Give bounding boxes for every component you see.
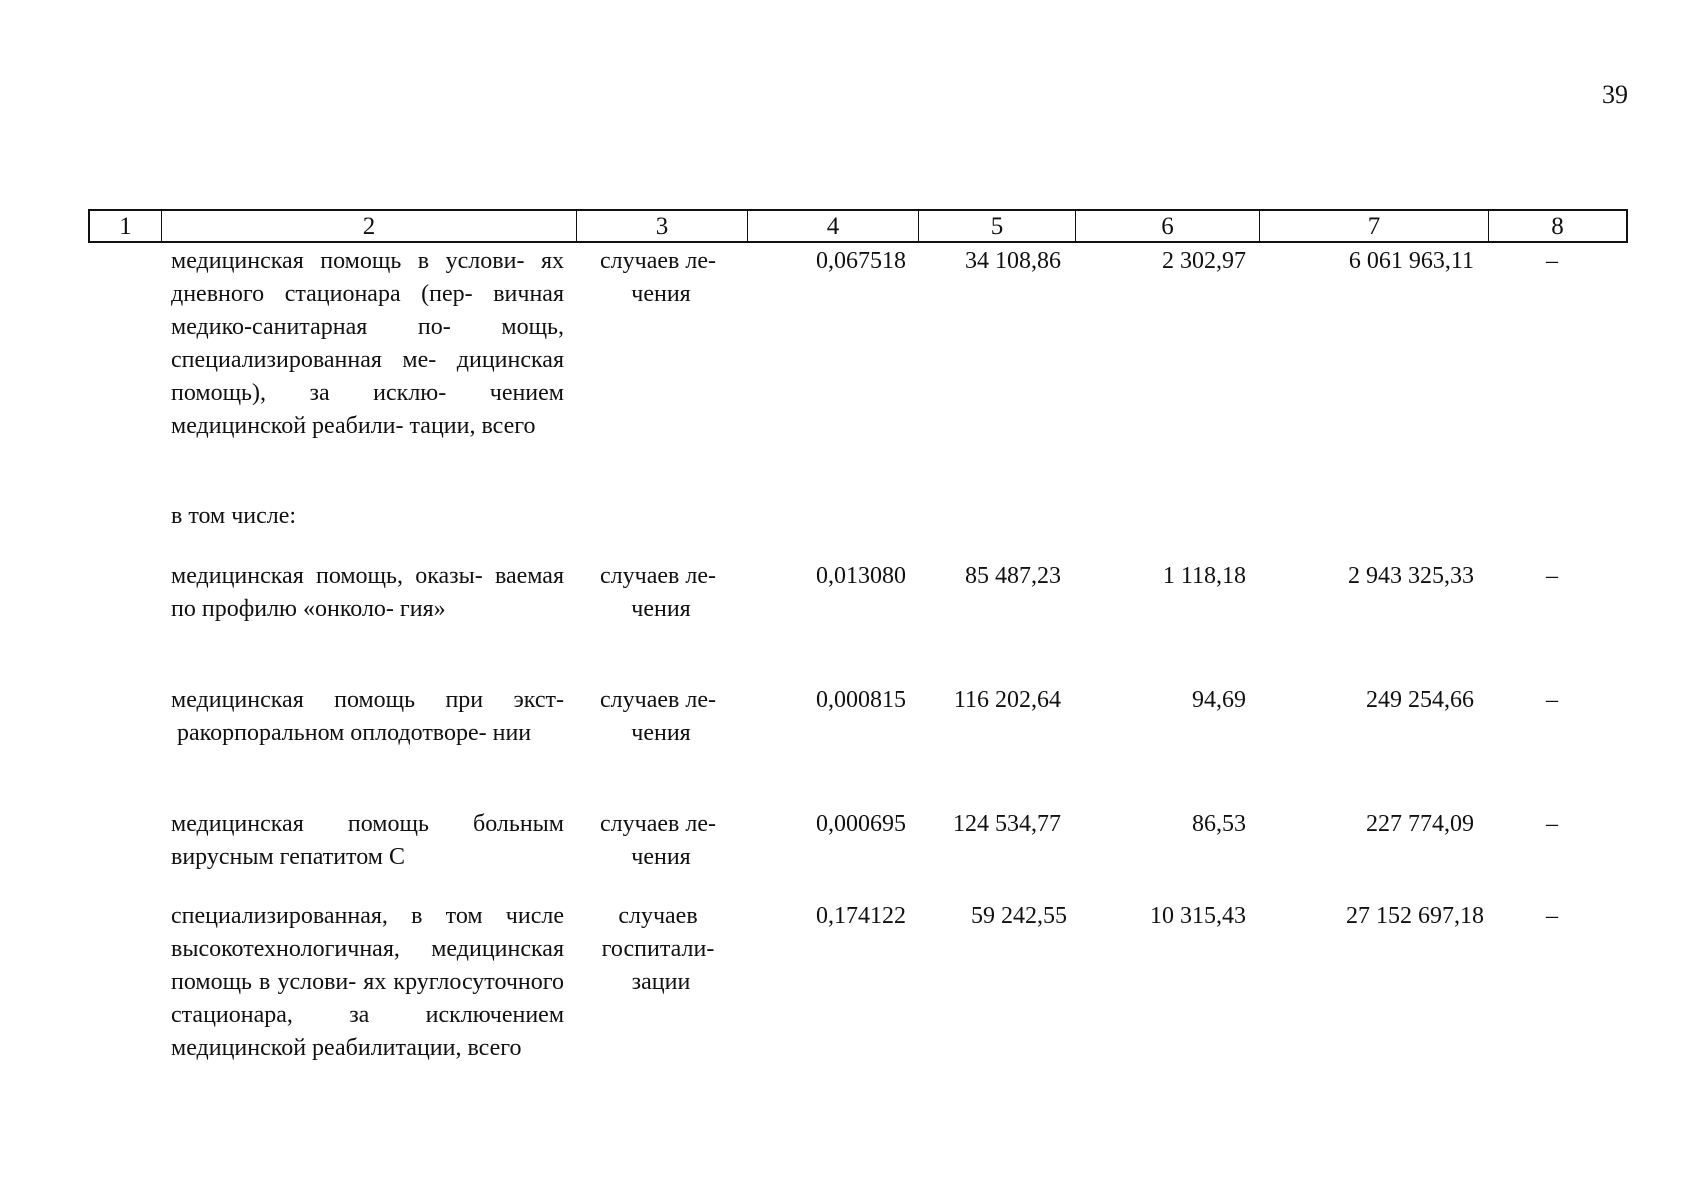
row-value-col8: – <box>1546 563 1558 589</box>
row-description: медицинская помощь в услови- ях дневного стационара (пер- вичная медико-санитарная по- мощь, специализированная ме- дицинская помощь), за исклю- чением медицинской реабили- тации, всего <box>171 248 564 439</box>
row-unit: случаев ле- чения <box>600 248 716 307</box>
header-col-4: 4 <box>748 211 919 241</box>
row-value-col5: 124 534,77 <box>953 811 1061 837</box>
row-value-col4: 0,000695 <box>816 811 906 837</box>
header-col-5: 5 <box>919 211 1076 241</box>
header-col-6: 6 <box>1076 211 1260 241</box>
row-value-col7: 6 061 963,11 <box>1348 248 1474 274</box>
row-description: медицинская помощь, оказы- ваемая по профилю «онколо- гия» <box>171 563 564 622</box>
row-value-col8: – <box>1546 687 1558 713</box>
row-unit: случаев ле- чения <box>600 811 716 870</box>
row-value-col4: 0,067518 <box>816 248 906 274</box>
table-header-row <box>88 209 1628 243</box>
row-value-col6: 2 302,97 <box>1162 248 1246 274</box>
header-col-1: 1 <box>90 211 162 241</box>
row-value-col5: 59 242,55 <box>971 903 1067 929</box>
row-unit: случаев госпитали- зации <box>601 903 715 995</box>
header-col-3: 3 <box>577 211 748 241</box>
row-value-col8: – <box>1546 248 1558 274</box>
row-unit: случаев ле- чения <box>600 563 716 622</box>
header-col-8: 8 <box>1551 213 1564 240</box>
row-value-col6: 86,53 <box>1192 811 1246 837</box>
row-value-col7: 27 152 697,18 <box>1346 903 1484 929</box>
row-value-col7: 227 774,09 <box>1366 811 1474 837</box>
row-value-col5: 34 108,86 <box>965 248 1061 274</box>
row-value-col6: 1 118,18 <box>1162 563 1246 589</box>
row-value-col5: 85 487,23 <box>965 563 1061 589</box>
row-value-col4: 0,000815 <box>816 687 906 713</box>
row-description: специализированная, в том числе высокотехнологичная, медицинская помощь в услови- ях круглосуточного стационара, за исключением медицинской реабилитации, всего <box>171 903 564 1061</box>
subheading: в том числе: <box>171 503 297 529</box>
row-value-col6: 10 315,43 <box>1150 903 1246 929</box>
row-value-col5: 116 202,64 <box>953 687 1061 713</box>
row-value-col7: 2 943 325,33 <box>1348 563 1474 589</box>
row-value-col6: 94,69 <box>1192 687 1246 713</box>
header-col-7: 7 <box>1260 211 1489 241</box>
row-value-col4: 0,174122 <box>816 903 906 929</box>
row-description: медицинская помощь больным вирусным гепатитом С <box>171 811 564 870</box>
row-value-col4: 0,013080 <box>816 563 906 589</box>
row-description: медицинская помощь при экст- ракорпоральном оплодотворе- нии <box>171 687 564 746</box>
row-value-col7: 249 254,66 <box>1366 687 1474 713</box>
header-col-2: 2 <box>162 211 577 241</box>
page-number: 39 <box>1602 80 1628 109</box>
row-value-col8: – <box>1546 903 1558 929</box>
row-unit: случаев ле- чения <box>600 687 716 746</box>
row-value-col8: – <box>1546 811 1558 837</box>
